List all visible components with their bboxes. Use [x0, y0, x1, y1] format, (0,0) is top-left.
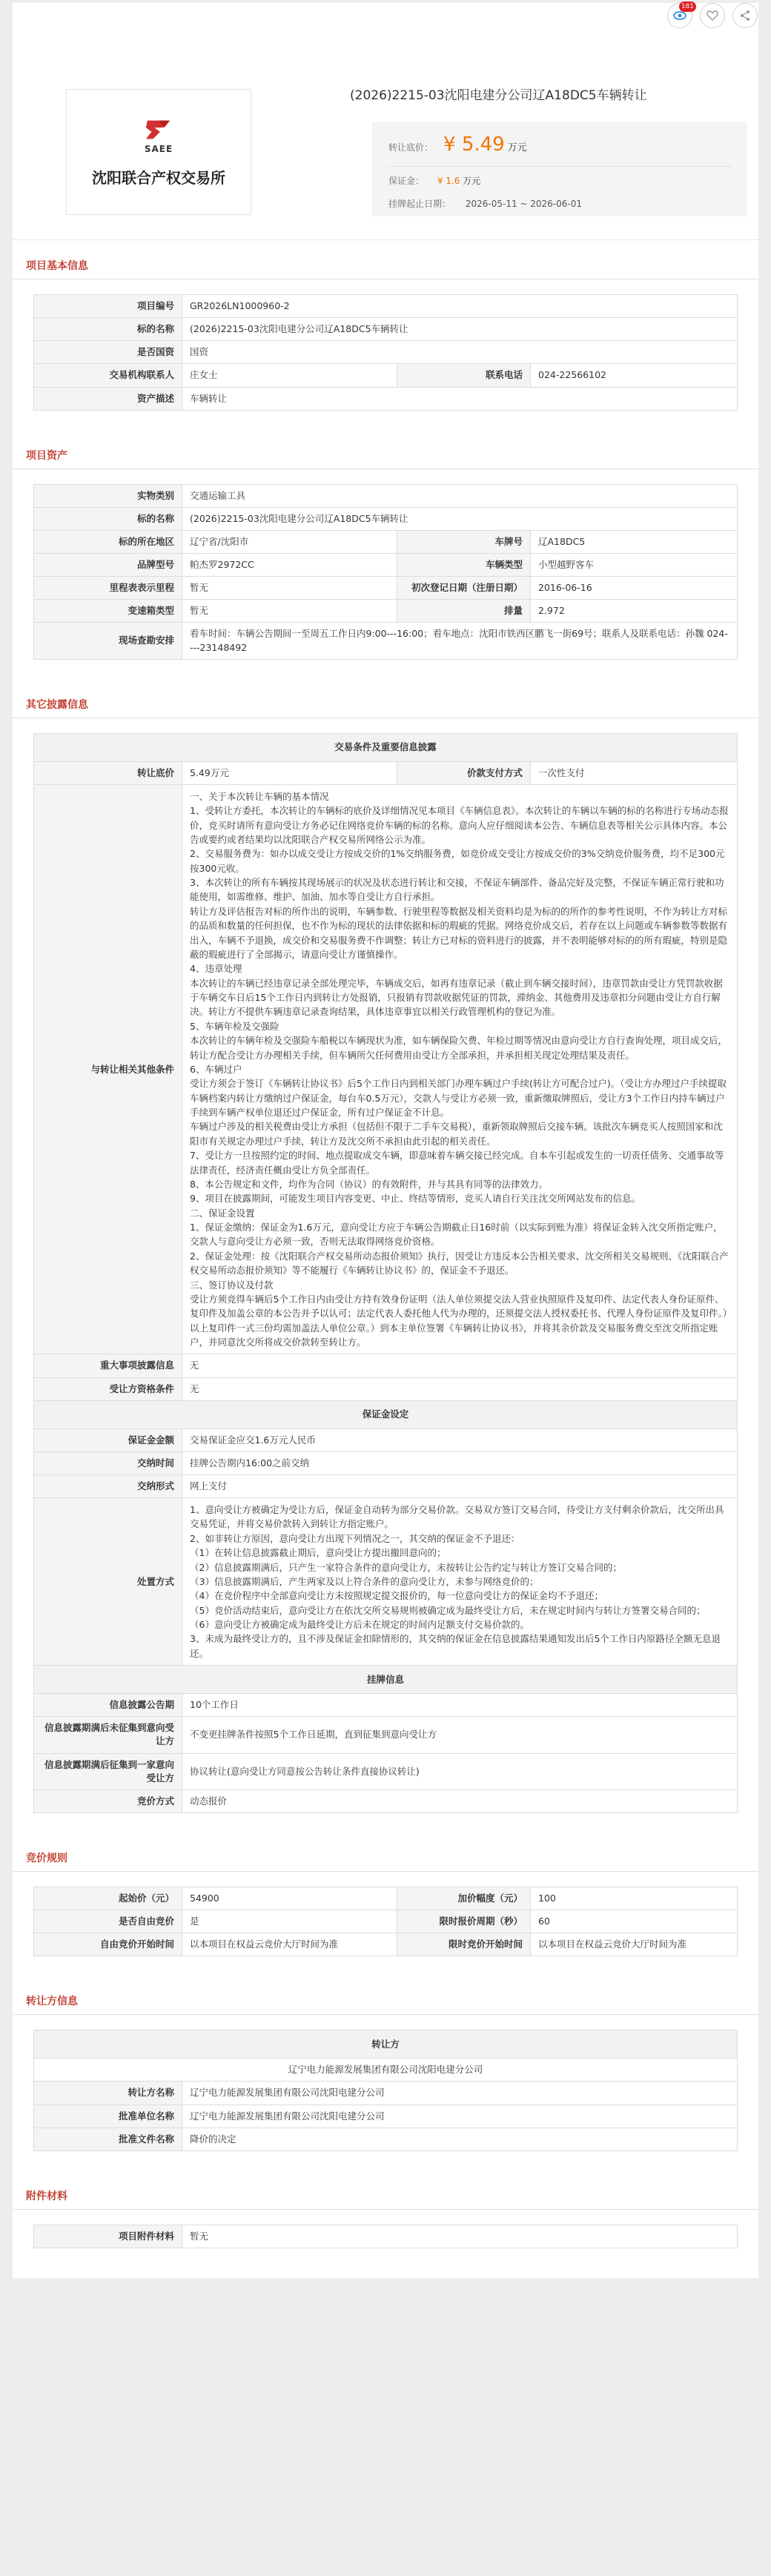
model-label: 品牌型号	[34, 554, 182, 577]
deposit-settings-header: 保证金设定	[34, 1400, 738, 1428]
no-buyer-label: 信息披露期满后未征集到意向受让方	[34, 1717, 182, 1753]
project-header	[13, 3, 758, 240]
views-badge: 181	[679, 1, 696, 12]
phone-label: 联系电话	[397, 364, 531, 387]
one-buyer-value: 协议转让(意向受让方同意按公告转让条件直接协议转让)	[182, 1753, 738, 1789]
plate-label: 车牌号	[397, 530, 531, 553]
basic-info-section	[13, 240, 758, 430]
project-no-label: 项目编号	[34, 295, 182, 318]
disclosure-table	[33, 733, 738, 1813]
phone-value: 024-22566102	[531, 364, 738, 387]
disclosure-period-value: 10个工作日	[182, 1694, 738, 1717]
asset-kind-label: 实物类别	[34, 484, 182, 507]
attachment-section	[13, 2171, 758, 2278]
buyer-qualification-value: 无	[182, 1377, 738, 1400]
agency-contact-label: 交易机构联系人	[34, 364, 182, 387]
attachment-table	[33, 2225, 738, 2248]
asset-title: 项目资产	[13, 430, 758, 469]
free-start-value: 以本项目在权益云竞价大厅时间为准	[182, 1933, 397, 1956]
asset-desc-value: 车辆转让	[182, 387, 738, 410]
seller-name-label: 转让方名称	[34, 2082, 182, 2105]
listing-info-header: 挂牌信息	[34, 1666, 738, 1694]
asset-name-label: 标的名称	[34, 507, 182, 530]
saee-logo-icon	[145, 117, 173, 142]
project-title: (2026)2215-03沈阳电建分公司辽A18DC5车辆转让	[350, 88, 647, 103]
target-name-label: 标的名称	[34, 318, 182, 341]
attachment-value: 暂无	[182, 2225, 738, 2248]
seller-header: 转让方	[34, 2030, 738, 2059]
start-price-label: 起始价（元）	[34, 1887, 182, 1910]
location-value: 辽宁省/沈阳市	[182, 530, 397, 553]
asset-name-value: (2026)2215-03沈阳电建分公司辽A18DC5车辆转让	[182, 507, 738, 530]
asset-kind-value: 交通运输工具	[182, 484, 738, 507]
displacement-label: 排量	[397, 600, 531, 623]
reg-date-label: 初次登记日期（注册日期）	[397, 577, 531, 600]
base-price-value: 5.49万元	[182, 761, 397, 784]
free-start-label: 自由竞价开始时间	[34, 1933, 182, 1956]
deposit-label: 保证金：	[388, 176, 425, 186]
gearbox-label: 变速箱类型	[34, 600, 182, 623]
bid-method-value: 动态报价	[182, 1789, 738, 1812]
price-panel	[372, 122, 747, 216]
seller-title: 转让方信息	[13, 1976, 758, 2015]
bid-cycle-value: 60	[531, 1910, 738, 1933]
deposit-amount-label: 保证金金额	[34, 1428, 182, 1451]
price-value: ¥ 5.49	[443, 133, 505, 156]
state-owned-value: 国资	[182, 341, 738, 364]
deposit-amount-value: 交易保证金应交1.6万元人民币	[182, 1428, 738, 1451]
attachment-label: 项目附件材料	[34, 2225, 182, 2248]
disclosure-title: 其它披露信息	[13, 679, 758, 718]
asset-desc-label: 资产描述	[34, 387, 182, 410]
asset-section	[13, 430, 758, 679]
deposit-unit: 万元	[463, 176, 481, 186]
deposit-deadline-value: 挂牌公告期内16:00之前交纳	[182, 1451, 738, 1474]
major-matters-value: 无	[182, 1354, 738, 1377]
bid-method-label: 竞价方式	[34, 1789, 182, 1812]
increment-label: 加价幅度（元）	[397, 1887, 531, 1910]
gearbox-value: 暂无	[182, 600, 397, 623]
asset-table	[33, 484, 738, 660]
vehicle-type-value: 小型越野客车	[531, 554, 738, 577]
approver-label: 批准单位名称	[34, 2105, 182, 2128]
mileage-label: 里程表表示里程	[34, 577, 182, 600]
location-label: 标的所在地区	[34, 530, 182, 553]
buyer-qualification-label: 受让方资格条件	[34, 1377, 182, 1400]
state-owned-label: 是否国资	[34, 341, 182, 364]
free-bid-value: 是	[182, 1910, 397, 1933]
major-matters-label: 重大事项披露信息	[34, 1354, 182, 1377]
mileage-value: 暂无	[182, 577, 397, 600]
seller-name-value: 辽宁电力能源发展集团有限公司沈阳电建分公司	[182, 2082, 738, 2105]
exchange-logo	[66, 89, 251, 215]
deposit-deadline-label: 交纳时间	[34, 1451, 182, 1474]
model-value: 帕杰罗2972CC	[182, 554, 397, 577]
other-conditions-label: 与转让相关其他条件	[34, 784, 182, 1354]
plate-value: 辽A18DC5	[531, 530, 738, 553]
deposit-method-value: 网上支付	[182, 1474, 738, 1497]
deposit-method-label: 交纳形式	[34, 1474, 182, 1497]
vehicle-type-label: 车辆类型	[397, 554, 531, 577]
displacement-value: 2.972	[531, 600, 738, 623]
base-price-label: 转让底价	[34, 761, 182, 784]
limit-start-label: 限时竞价开始时间	[397, 1933, 531, 1956]
bid-rules-title: 竞价规则	[13, 1832, 758, 1872]
price-unit: 万元	[507, 142, 527, 153]
date-label: 挂牌起止日期：	[388, 199, 451, 209]
disclosure-section	[13, 679, 758, 1832]
free-bid-label: 是否自由竞价	[34, 1910, 182, 1933]
reg-date-value: 2016-06-16	[531, 577, 738, 600]
seller-section	[13, 1976, 758, 2171]
deposit-handling-label: 处置方式	[34, 1498, 182, 1666]
no-buyer-value: 不变更挂牌条件按照5个工作日延期，直到征集到意向受让方	[182, 1717, 738, 1753]
bid-cycle-label: 限时报价周期（秒）	[397, 1910, 531, 1933]
deposit-value: ¥ 1.6	[437, 176, 460, 186]
project-no-value: GR2026LN1000960-2	[182, 295, 738, 318]
increment-value: 100	[531, 1887, 738, 1910]
other-conditions-text: 一、关于本次转让车辆的基本情况 1、受转让方委托，本次转让的车辆标的底价及详细情况见本项目《车辆信息表》。本次转让的车辆以车辆的标的名称进行专场动态报价，竞买时请所有意向受让方务必记住网络竞价车辆的标的名称。意向人应仔细阅读本公告、车辆信息表等相关公示具体内容。本公告或要约或者结果均以沈阳联合产权交易所网络公示为准。 2、交易服务费为：如办以成交受让方按成交价的1%交纳服务费，如竞价成交受让方按成交价的3%交纳竞价服务费，均不足300元按300元收。 3、本次转让的所有车辆按其现场展示的状况及状态进行转让和交接，不保证车辆部件、备品完好及完整，不保证车辆正常行驶和功能使用，如需维修、维护、加油、加水等自受让方自行承担。 转让方及评估报告对标的所作出的说明，车辆参数、行驶里程等数据及相关资料均是为标的的所作的参考性说明，不作为转让方对标的品质和数量的任何担保，也不作为标的现状的法律依据和标的瑕疵的凭据。网络竞价成交后，若存在以上问题或车辆参数等数据有出入，车辆不予退换，成交价和交易服务费不作调整；转让方已对标的资料进行的披露，并不表明能够对标的的所有瑕疵，特别是隐蔽的瑕疵进行了全部揭示，请意向受让方谨慎操作。 4、违章处理 本次转让的车辆已经违章记录全部处理完毕，车辆成交后，如再有违章记录（截止到车辆交接时间），违章罚款由受让方凭罚款收据于车辆交车日后15个工作日内到转让方处报销，只报销有罚款收据凭证的罚款，滞纳金、其他费用及违章扣分问题由受让方自行解决。转让方不提供车辆违章记录查询结果，具体违章事宜以相关行政管理机构的登记为准。 5、车辆年检及交强险 本次转让的车辆年检及交强险车船税以车辆现状为准，如车辆保险欠费、年检过期等情况由意向受让方自行查询处理，项目成交后，转让方配合受让方办理相关手续，但车辆所欠任何费用由受让方全部承担，并承担相关现定处理结果及责任。 6、车辆过户 受让方须会于签订《车辆转让协议书》后5个工作日内到相关部门办理车辆过户手续(转让方可配合过户)。（受让方办理过户手续提取车辆档案内转让方缴纳过户保证金，每台车0.5万元），交款人与受让方必须一致，重新缴取牌照后，受让方3个工作日内持车辆过户手续到车辆产权单位退还过户保证金，所有过户保证金不计息。 车辆过户涉及的相关税费由受让方承担（包括但不限于二手车交易税），重新领取牌照后交接车辆。该批次车辆竞买人按照国家和沈阳市有关规定办理过户手续，转让方及沈交所不承担由此引起的相关责任。 7、受让方一旦按照约定的时间、地点提取成交车辆，即意味着车辆交接已经完成。自本车引起或发生的一切责任债务、交通事故等法律责任，经济责任概由受让方负全部责任。 8、本公告规定和文件，均作为合同（协议）的有效附件，并与其具有同等的法律效力。 9、项目在披露期间，可能发生项目内容变更、中止、终结等情形，竞买人请自行关注沈交所网站发布的信息。 二、保证金设置 1、保证金缴纳：保证金为1.6万元，意向受让方应于车辆公告期截止日16时前（以实际到账为准）将保证金转入沈交所指定账户，交款人与意向受让方必须一致，否则无法取得网络竞价资格。 2、保证金处理：按《沈阳联合产权交易所动态报价须知》执行，因受让方违反本公告相关要求、沈交所相关交易规则、《沈阳联合产权交易所动态报价须知》等不能履行《车辆转让协议书》的，保证金不予退还。 三、签订协议及付款 受让方须竞得车辆后5个工作日内由受让方持有效身份证明（法人单位须提交法人营业执照原件及复印件、法定代表人身份证原件、复印件及加盖公章的本公告并予以认可；法定代表人委托他人代为办理的，还须提交法人授权委托书、代理人身份证原件及复印件。）以上复印件一式三份均需加盖法人单位公章。）到本主单位签署《车辆转让协议书》，并将其余价款及交易服务费交至沈交所指定账户，并同意沈交所将成交价款转至转让方。	[182, 784, 738, 1354]
logo-en: SAEE	[144, 143, 173, 154]
date-value: 2026-05-11 ~ 2026-06-01	[465, 199, 583, 209]
basic-info-table	[33, 294, 738, 411]
agency-contact-value: 庄女士	[182, 364, 397, 387]
one-buyer-label: 信息披露期满后征集到一家意向受让方	[34, 1753, 182, 1789]
trade-conditions-header: 交易条件及重要信息披露	[34, 733, 738, 761]
seller-company: 辽宁电力能源发展集团有限公司沈阳电建分公司	[34, 2059, 738, 2082]
approver-value: 辽宁电力能源发展集团有限公司沈阳电建分公司	[182, 2105, 738, 2128]
limit-start-value: 以本项目在权益云竞价大厅时间为准	[531, 1933, 738, 1956]
seller-table	[33, 2030, 738, 2151]
approval-doc-value: 降价的决定	[182, 2128, 738, 2150]
logo-cn: 沈阳联合产权交易所	[92, 168, 225, 187]
attachment-title: 附件材料	[13, 2171, 758, 2210]
price-label: 转让底价：	[388, 142, 434, 153]
approval-doc-label: 批准文件名称	[34, 2128, 182, 2150]
disclosure-period-label: 信息披露公告期	[34, 1694, 182, 1717]
basic-info-title: 项目基本信息	[13, 240, 758, 279]
bid-rules-table	[33, 1887, 738, 1956]
start-price-value: 54900	[182, 1887, 397, 1910]
payment-method-label: 价款支付方式	[397, 761, 531, 784]
deposit-handling-text: 1、意向受让方被确定为受让方后，保证金自动转为部分交易价款。交易双方签订交易合同，待受让方支付剩余价款后，沈交所出具交易凭证，并将交易价款转入到转让方指定账户。 2、如非转让方原因，意向受让方出现下列情况之一，其交纳的保证金不予退还： （1）在转让信息披露截止期后，意向受让方提出撤回意向的； （2）信息披露期满后，只产生一家符合条件的意向受让方，未按转让公告约定与转让方签订交易合同的； （3）信息披露期满后，产生两家及以上符合条件的意向受让方，未参与网络竞价的； （4）在竞价程序中全部意向受让方未按照规定提交报价的，每一位意向受让方的保证金均不予退还； （5）竞价活动结束后，意向受让方在依沈交所交易规则被确定成为最终受让方后，未在规定时间内与转让方签署交易合同的； （6）意向受让方被确定成为最终受让方后未在规定的时间内足额支付交易价款的。 3、未成为最终受让方的，且不涉及保证金扣除情形的，其交纳的保证金在信息披露结果通知发出后5个工作日内原路径全额无息退还。	[182, 1498, 738, 1666]
site-visit-value: 看车时间：车辆公告期间一至周五工作日内9:00---16:00；看车地点：沈阳市铁西区鹏飞一街69号；联系人及联系电话：孙魏 024----23148492	[182, 623, 738, 659]
site-visit-label: 现场查勘安排	[34, 623, 182, 659]
bid-rules-section	[13, 1832, 758, 1976]
payment-method-value: 一次性支付	[531, 761, 738, 784]
target-name-value: (2026)2215-03沈阳电建分公司辽A18DC5车辆转让	[182, 318, 738, 341]
